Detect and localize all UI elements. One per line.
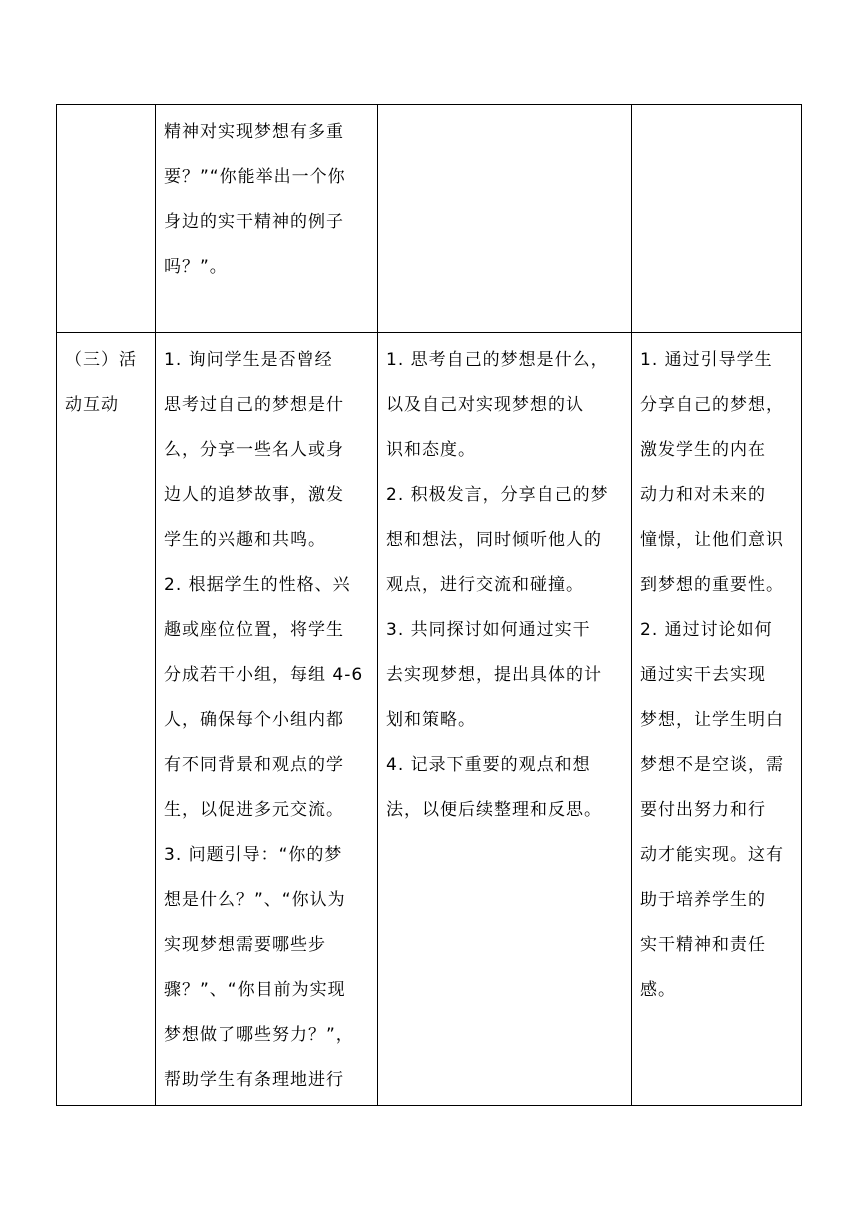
teacher-activity-cell: 1. 询问学生是否曾经 思考过自己的梦想是什 么，分享一些名人或身 边人的追梦故事，激发 学生的兴趣和共鸣。 2. 根据学生的性格、兴 趣或座位位置，将学生 分成若干小组，每组 4-6 人，确保每个小组内都 有不同背景和观点的学 生，以促进多元交流。 3. 问题引导：“你的梦 想是什么？”、“你认为 实现梦想需要哪些步 骤？”、“你目前为实现 梦想做了哪些努力？”， 帮助学生有条理地进行 [156,333,378,1106]
student-activity-cell [378,105,632,333]
student-activity-cell: 1. 思考自己的梦想是什么， 以及自己对实现梦想的认 识和态度。 2. 积极发言，分享自己的梦 想和想法，同时倾听他人的 观点，进行交流和碰撞。 3. 共同探讨如何通过实干 去实现梦想，提出具体的计 划和策略。 4. 记录下重要的观点和想 法，以便后续整理和反思。 [378,333,632,1106]
stage-cell: （三）活 动互动 [57,333,156,1106]
design-intent-cell [632,105,802,333]
table-row [57,105,802,333]
table-row [57,333,802,1106]
teacher-activity-cell: 精神对实现梦想有多重 要？”“你能举出一个你 身边的实干精神的例子 吗？”。 [156,105,378,333]
lesson-plan-table [56,104,802,1106]
design-intent-cell: 1. 通过引导学生 分享自己的梦想， 激发学生的内在 动力和对未来的 憧憬，让他们意识 到梦想的重要性。 2. 通过讨论如何 通过实干去实现 梦想，让学生明白 梦想不是空谈，需 要付出努力和行 动才能实现。这有 助于培养学生的 实干精神和责任 感。 [632,333,802,1106]
stage-cell [57,105,156,333]
